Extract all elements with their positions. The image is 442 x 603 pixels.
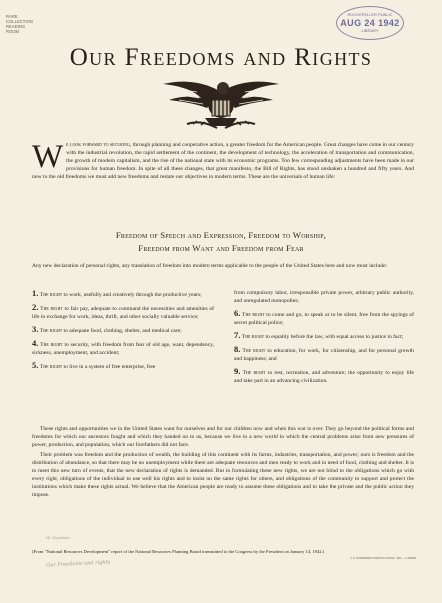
poster-title: Our Freedoms and Rights <box>69 44 373 71</box>
right-item: 1. The right to work, usefully and creatively through the productive years; <box>32 288 202 298</box>
right-item-continuation: from compulsory labor, irresponsible private power, arbitrary public authority, and unregulated monopolies; <box>234 290 414 305</box>
intro-paragraph <box>32 141 414 181</box>
rights-column-right <box>234 289 414 389</box>
date-received-stamp <box>336 6 404 40</box>
stamp-line: RARE <box>6 14 18 19</box>
right-item: 6. The right to come and go, to speak or to be silent, free from the spyings of secret political police; <box>234 308 414 327</box>
stamp-oval-bottom: LIBRARY <box>361 28 379 33</box>
source-note: (From "National Resources Development" report of the National Resources Planning Board transmitted to the Congress by the President on January 14, 1942.) <box>32 549 325 554</box>
right-item: 4. The right to security, with freedom from fear of old age, want, dependency, sickness, unemployment, and accident; <box>32 338 215 357</box>
stamp-line: COLLECTION <box>6 19 33 24</box>
right-item: 7. The right to equality before the law, with equal access to justice in fact; <box>234 330 404 341</box>
declaration-lead-text: Any new declaration of personal rights, any translation of freedom into modern terms applicable to the people of the United States here and now must include: <box>32 263 388 269</box>
four-freedoms-heading <box>0 229 442 255</box>
right-item: 9. The right to rest, recreation, and adventure; the opportunity to enjoy life and take part in an advancing civilization. <box>234 366 414 385</box>
right-item: 2. The right to fair pay, adequate to command the necessities and amenities of life in exchange for work, ideas, thrift, and other socially valuable service; <box>32 302 214 321</box>
intro-lead-smallcaps: e look forward to securing, <box>66 142 132 148</box>
pencil-annotation: Our Freedoms and rights <box>45 559 111 569</box>
stamp-oval-top: ROCKEFELLER PUBLIC <box>347 12 393 17</box>
closing-text <box>32 425 414 501</box>
printer-imprint: U.S. GOVERNMENT PRINTING OFFICE : 1942 — O-000000 <box>350 557 416 560</box>
library-stamp-left <box>6 14 40 34</box>
closing-paragraph: Their problem was freedom and the production of wealth, the building of this continent with its farms, industries, transportation, and power; ours is freedom and the distribution of abundance, so that there may be no unemployment while there are adequate resources and men ready to work and in need of food, clothing and shelter. It is to meet this new turn of events, that the new declaration of rights is demanded. But in formulating these new rights, we are not blind to the obligations which go with every right, obligations of the individual to use well his rights and to insist on the same rights for others, and obligations of the community to support and protect the institutions which make these rights actual. We believe that the American people are ready to assume these obligations and to take the private and the public action they impose. <box>32 452 414 499</box>
drop-cap: W <box>32 139 64 175</box>
intro-body: through planning and cooperative action, a greater freedom for the American people. Great changes have come in our century with the industrial revolution, the rapid settlement of the continent, the development of technology, the acceleration of transportation and communication, the growth of modern capitalism, and the rise of the national state with its economic programs. Too few corresponding adjustments have been made in our provisions for human freedom. In spite of all these changes, that great manifesto, the Bill of Rights, has stood unshaken a hundred and fifty years. And now to the old freedoms we must add new freedoms and restate our objectives in modern terms. These are the universals of human life: <box>32 142 414 181</box>
rights-column-left <box>32 289 214 375</box>
pencil-annotation: W. Goodwin <box>46 535 70 540</box>
closing-paragraph: These rights and opportunities we in the United States want for ourselves and for our children now and when this war is over. They go beyond the political forms and freedoms for which our ancestors fought and which they handed on to us, because we live in a new world in which the central problems arise from new pressures of power, production, and population, which our forefathers did not face. <box>32 426 414 449</box>
four-freedoms-line-2: Freedom from Want and Freedom from Fear <box>138 243 304 253</box>
right-item: 5. The right to live in a system of free enterprise, free <box>32 360 156 371</box>
stamp-line: ROOM <box>6 29 20 34</box>
right-item: 8. The right to education, for work, for citizenship, and for personal growth and happiness; and <box>234 344 414 363</box>
four-freedoms-line-1: Freedom of Speech and Expression, Freedom to Worship, <box>115 230 327 240</box>
right-item: 3. The right to adequate food, clothing, shelter, and medical care; <box>32 324 182 335</box>
eagle-emblem-icon <box>157 74 285 136</box>
stamp-line: READING <box>6 24 26 29</box>
stamp-oval-date: AUG 24 1942 <box>340 18 400 28</box>
